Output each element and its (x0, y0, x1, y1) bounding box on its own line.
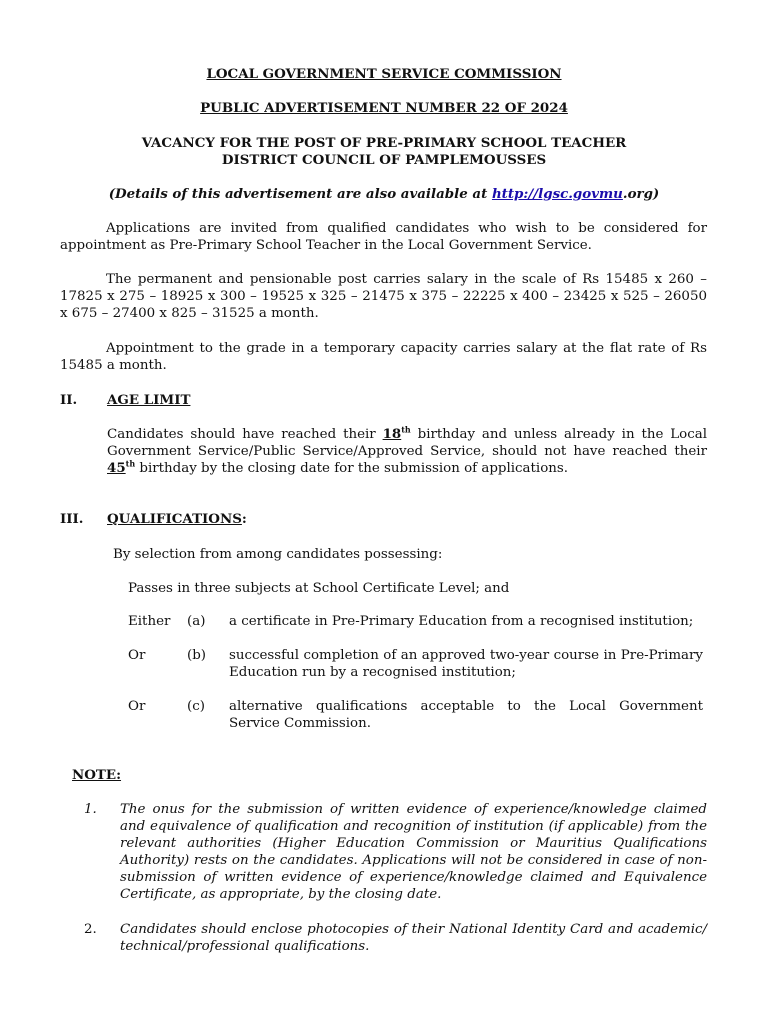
age-limit-text (107, 426, 707, 477)
option-c-letter: (c) (187, 699, 205, 714)
salary-paragraph: The permanent and pensionable post carries salary in the scale of Rs 15485 x 260 – 17825 x 275 – 18925 x 300 – 19525 x 325 – 21475 x 375 – 22225 x 400 – 23425 x 525 – 26050 x 675 – 27400 x 825 – 31525 a month. (60, 272, 707, 321)
temporary-paragraph: Appointment to the grade in a temporary capacity carries salary at the flat rate of Rs 15485 a month. (60, 341, 707, 373)
age-limit-numeral: II. (60, 392, 78, 408)
age-limit-heading: AGE LIMIT (107, 392, 191, 408)
option-c-text: alternative qualifications acceptable to the Local Government Service Commission. (229, 699, 703, 731)
intro-paragraph-1: Applications are invited from qualified candidates who wish to be considered for appointment as Pre-Primary School Teacher in the Local Government Service. (60, 221, 707, 253)
details-line (0, 186, 768, 203)
option-b-text: successful completion of an approved two-year course in Pre-Primary Education run by a recognised institution; (229, 648, 703, 680)
age-maximum: 45 (107, 460, 126, 476)
commission-title: LOCAL GOVERNMENT SERVICE COMMISSION (206, 66, 562, 82)
note-1-text: The onus for the submission of written evidence of experience/knowledge claimed and equivalence of qualification and recognition of institution (if applicable) from the relevant authorities (Higher Education Commission or Mauritius Qualifications Authority) rests on the candidates. Applications will not be considered in case of non-submission of written evidence of experience/knowledge claimed and Equivalence Certificate, as appropriate, by the closing date. (120, 802, 707, 902)
qualifications-intro: By selection from among candidates possessing: (113, 547, 443, 562)
note-2-text: Candidates should enclose photocopies of their National Identity Card and academic/ technical/professional qualifications. (120, 922, 707, 954)
age-minimum: 18 (382, 426, 402, 442)
advert-number: PUBLIC ADVERTISEMENT NUMBER 22 OF 2024 (200, 100, 568, 116)
qualifications-numeral: III. (60, 511, 84, 527)
age-text-a: Candidates should have reached their (107, 427, 383, 442)
option-b-lead: Or (128, 648, 146, 663)
qualifications-heading-wrap (107, 511, 247, 528)
qualifications-colon: : (241, 511, 247, 527)
age-maximum-ordinal: th (125, 458, 136, 469)
details-prefix: (Details of this advertisement are also available at (108, 186, 492, 202)
age-text-c: birthday by the closing date for the submission of applications. (135, 461, 569, 476)
age-text-b: birthday and unless already in the Local Government Service/Public Service/Approved Service, should not have reached their (107, 427, 707, 459)
option-a-letter: (a) (187, 614, 206, 629)
vacancy-district: DISTRICT COUNCIL OF PAMPLEMOUSSES (221, 152, 547, 168)
option-a-text: a certificate in Pre-Primary Education from a recognised institution; (229, 614, 694, 629)
option-b-letter: (b) (187, 648, 207, 663)
option-c-lead: Or (128, 699, 146, 714)
qualifications-heading: QUALIFICATIONS (107, 511, 242, 527)
option-a-lead: Either (128, 614, 171, 629)
note-2-number: 2. (84, 922, 97, 937)
note-1-number: 1. (84, 802, 97, 817)
age-minimum-ordinal: th (401, 424, 411, 435)
details-link[interactable]: http://lgsc.govmu (491, 186, 623, 202)
note-heading: NOTE: (72, 767, 122, 783)
vacancy-title: VACANCY FOR THE POST OF PRE-PRIMARY SCHOOL TEACHER (141, 135, 627, 151)
qualifications-passes: Passes in three subjects at School Certificate Level; and (128, 581, 510, 596)
details-suffix: .org) (622, 186, 660, 202)
